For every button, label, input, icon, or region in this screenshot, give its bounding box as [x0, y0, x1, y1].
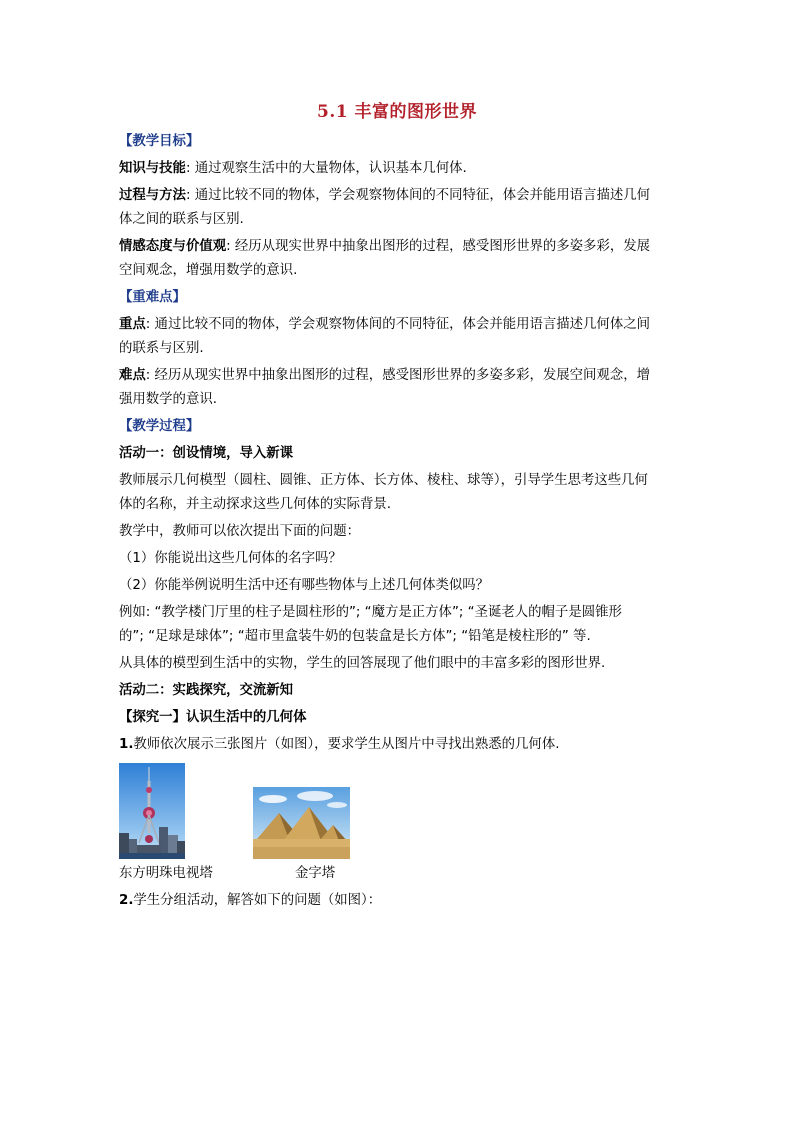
question-1: （1）你能说出这些几何体的名字吗？: [119, 551, 342, 566]
explore1-bracket: 【探究一】: [119, 710, 186, 725]
key-paragraph-line: [119, 313, 675, 337]
activity2-title: 活动二：实践探究，交流新知: [119, 683, 294, 698]
key-text-continued: 的联系与区别.: [119, 341, 204, 356]
process-text: : 通过比较不同的物体，学会观察物体间的不同特征，体会并能用语言描述几何: [185, 188, 650, 203]
figure-captions: [119, 862, 675, 886]
knowledge-paragraph: [119, 157, 675, 181]
difficult-paragraph-line: [119, 364, 675, 388]
emotion-paragraph-line: [119, 235, 675, 259]
explore1-heading: [119, 706, 675, 730]
explore1-text: 认识生活中的几何体: [185, 710, 307, 725]
objectives-heading: 【教学目标】: [119, 134, 200, 149]
emotion-text: : 经历从现实世界中抽象出图形的过程，感受图形世界的多姿多彩，发展: [226, 239, 650, 254]
knowledge-text: : 通过观察生活中的大量物体，认识基本几何体.: [185, 161, 467, 176]
example-line: 的”; “足球是球体”; “超市里盒装牛奶的包装盒是长方体”; “铅笔是棱柱形的” 等.: [119, 629, 591, 644]
difficult-text: : 经历从现实世界中抽象出图形的过程，感受图形世界的多姿多彩，发展空间观念，增: [145, 368, 650, 383]
document-title: 5.1 丰富的图形世界: [317, 102, 477, 122]
key-label: 重点: [119, 317, 146, 332]
step-1-text: 教师依次展示三张图片（如图），要求学生从图片中寻找出熟悉的几何体.: [133, 737, 560, 752]
knowledge-label: 知识与技能: [119, 161, 186, 176]
process-text-continued: 体之间的联系与区别.: [119, 212, 244, 227]
process-heading: 【教学过程】: [119, 419, 200, 434]
emotion-label: 情感态度与价值观: [119, 239, 227, 254]
key-text: : 通过比较不同的物体，学会观察物体间的不同特征，体会并能用语言描述几何体之间: [145, 317, 650, 332]
key-points-heading: 【重难点】: [119, 290, 186, 305]
caption-pyramids: 金字塔: [295, 866, 336, 881]
pyramids-image: [253, 787, 350, 859]
caption-oriental-pearl-tower: 东方明珠电视塔: [119, 866, 213, 881]
process-label: 过程与方法: [119, 188, 186, 203]
step-2-text: 学生分组活动，解答如下的问题（如图）：: [133, 893, 382, 908]
step-2-number: 2.: [119, 893, 134, 908]
paragraph-line: 从具体的模型到生活中的实物，学生的回答展现了他们眼中的丰富多彩的图形世界.: [119, 656, 606, 671]
paragraph-line: 教师展示几何模型（圆柱、圆锥、正方体、长方体、棱柱、球等），引导学生思考这些几何: [119, 473, 648, 488]
oriental-pearl-tower-image: [119, 763, 185, 859]
paragraph-line: 体的名称，并主动探求这些几何体的实际背景.: [119, 497, 392, 512]
step-2: [119, 889, 675, 913]
paragraph-line: 教学中，教师可以依次提出下面的问题：: [119, 524, 361, 539]
difficult-label: 难点: [119, 368, 146, 383]
question-2: （2）你能举例说明生活中还有哪些物体与上述几何体类似吗？: [119, 578, 490, 593]
document-body: [119, 130, 675, 913]
emotion-text-continued: 空间观念，增强用数学的意识.: [119, 263, 298, 278]
step-1: [119, 733, 675, 757]
process-paragraph-line: [119, 184, 675, 208]
step-1-number: 1.: [119, 737, 134, 752]
figures-row: [119, 763, 675, 859]
example-line: 例如: “教学楼门厅里的柱子是圆柱形的”; “魔方是正方体”; “圣诞老人的帽子是圆锥形: [119, 605, 622, 620]
activity1-title: 活动一：创设情境，导入新课: [119, 446, 294, 461]
difficult-text-continued: 强用数学的意识.: [119, 392, 217, 407]
